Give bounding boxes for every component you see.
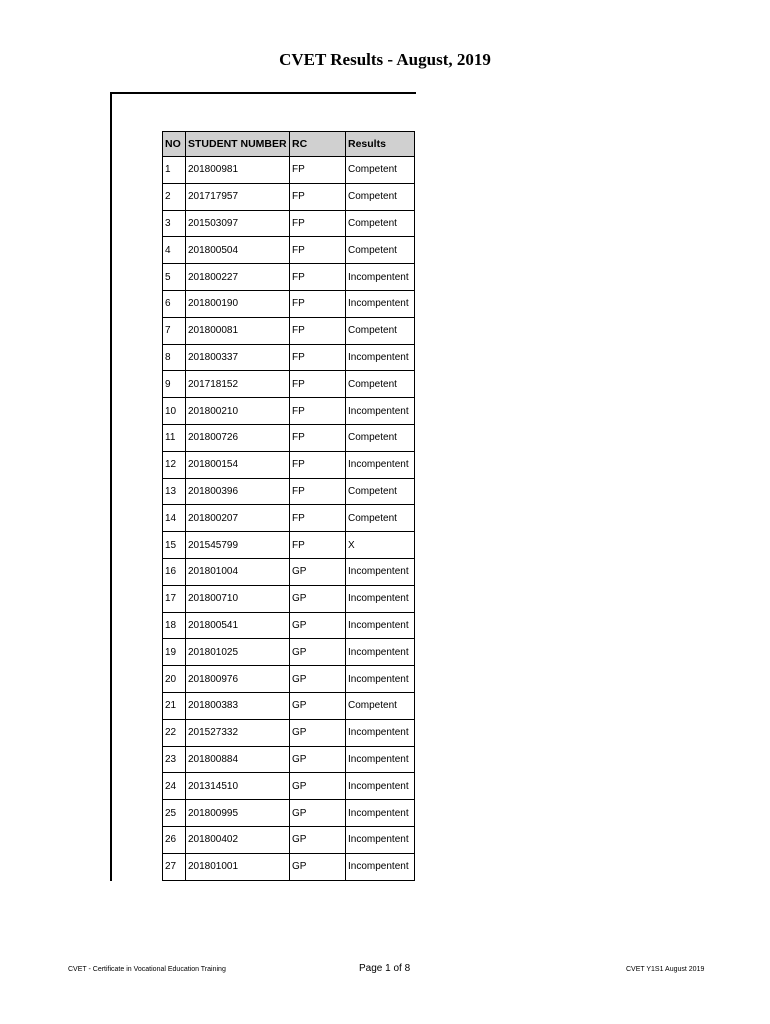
rc-cell: GP xyxy=(290,800,346,827)
rc-cell: FP xyxy=(290,532,346,559)
row-no-cell: 14 xyxy=(163,505,186,532)
student-number-cell: 201800337 xyxy=(186,344,290,371)
result-cell: Incompentent xyxy=(346,558,415,585)
row-no-cell: 27 xyxy=(163,853,186,880)
rc-cell: GP xyxy=(290,773,346,800)
table-row xyxy=(163,451,415,478)
row-no-cell: 12 xyxy=(163,451,186,478)
row-no-cell: 21 xyxy=(163,692,186,719)
header-student-number: STUDENT NUMBER xyxy=(186,132,290,157)
table-row xyxy=(163,532,415,559)
student-number-cell: 201800210 xyxy=(186,398,290,425)
row-no-cell: 16 xyxy=(163,558,186,585)
student-number-cell: 201800402 xyxy=(186,826,290,853)
result-cell: Incompentent xyxy=(346,639,415,666)
row-no-cell: 13 xyxy=(163,478,186,505)
table-row xyxy=(163,639,415,666)
table-row xyxy=(163,746,415,773)
rc-cell: FP xyxy=(290,451,346,478)
student-number-cell: 201800190 xyxy=(186,290,290,317)
rc-cell: FP xyxy=(290,237,346,264)
result-cell: Competent xyxy=(346,210,415,237)
result-cell: Incompentent xyxy=(346,612,415,639)
row-no-cell: 2 xyxy=(163,183,186,210)
row-no-cell: 6 xyxy=(163,290,186,317)
footer-right: CVET Y1S1 August 2019 xyxy=(626,966,705,973)
frame-left-border xyxy=(110,92,112,881)
result-cell: Competent xyxy=(346,478,415,505)
result-cell: Competent xyxy=(346,424,415,451)
result-cell: Incompentent xyxy=(346,585,415,612)
rc-cell: FP xyxy=(290,290,346,317)
student-number-cell: 201314510 xyxy=(186,773,290,800)
page-number: Page 1 of 8 xyxy=(359,963,411,974)
rc-cell: GP xyxy=(290,853,346,880)
result-cell: Incompentent xyxy=(346,264,415,291)
result-cell: Incompentent xyxy=(346,826,415,853)
student-number-cell: 201800396 xyxy=(186,478,290,505)
footer-left: CVET - Certificate in Vocational Education Training xyxy=(68,966,226,973)
result-cell: Incompentent xyxy=(346,719,415,746)
table-row xyxy=(163,853,415,880)
results-body xyxy=(163,157,415,881)
student-number-cell: 201800541 xyxy=(186,612,290,639)
student-number-cell: 201800504 xyxy=(186,237,290,264)
rc-cell: FP xyxy=(290,505,346,532)
row-no-cell: 15 xyxy=(163,532,186,559)
table-row xyxy=(163,183,415,210)
row-no-cell: 1 xyxy=(163,157,186,184)
row-no-cell: 9 xyxy=(163,371,186,398)
table-row xyxy=(163,773,415,800)
student-number-cell: 201800207 xyxy=(186,505,290,532)
table-row xyxy=(163,692,415,719)
student-number-cell: 201801001 xyxy=(186,853,290,880)
table-row xyxy=(163,478,415,505)
header-rc: RC xyxy=(290,132,346,157)
result-cell: Incompentent xyxy=(346,290,415,317)
result-cell: Competent xyxy=(346,371,415,398)
table-row xyxy=(163,558,415,585)
result-cell: Incompentent xyxy=(346,853,415,880)
student-number-cell: 201801025 xyxy=(186,639,290,666)
rc-cell: GP xyxy=(290,585,346,612)
rc-cell: GP xyxy=(290,692,346,719)
student-number-cell: 201800383 xyxy=(186,692,290,719)
result-cell: Incompentent xyxy=(346,746,415,773)
row-no-cell: 24 xyxy=(163,773,186,800)
rc-cell: GP xyxy=(290,666,346,693)
result-cell: Incompentent xyxy=(346,451,415,478)
student-number-cell: 201801004 xyxy=(186,558,290,585)
result-cell: Competent xyxy=(346,505,415,532)
row-no-cell: 17 xyxy=(163,585,186,612)
table-row xyxy=(163,826,415,853)
student-number-cell: 201800884 xyxy=(186,746,290,773)
row-no-cell: 8 xyxy=(163,344,186,371)
student-number-cell: 201503097 xyxy=(186,210,290,237)
rc-cell: FP xyxy=(290,264,346,291)
row-no-cell: 19 xyxy=(163,639,186,666)
rc-cell: GP xyxy=(290,826,346,853)
table-row xyxy=(163,210,415,237)
student-number-cell: 201545799 xyxy=(186,532,290,559)
rc-cell: GP xyxy=(290,639,346,666)
rc-cell: FP xyxy=(290,344,346,371)
rc-cell: FP xyxy=(290,317,346,344)
result-cell: Incompentent xyxy=(346,800,415,827)
result-cell: Competent xyxy=(346,237,415,264)
row-no-cell: 4 xyxy=(163,237,186,264)
rc-cell: GP xyxy=(290,719,346,746)
table-row xyxy=(163,157,415,184)
table-row xyxy=(163,585,415,612)
result-cell: Incompentent xyxy=(346,666,415,693)
row-no-cell: 18 xyxy=(163,612,186,639)
table-row xyxy=(163,666,415,693)
student-number-cell: 201717957 xyxy=(186,183,290,210)
rc-cell: FP xyxy=(290,157,346,184)
rc-cell: FP xyxy=(290,371,346,398)
table-row xyxy=(163,371,415,398)
table-row xyxy=(163,317,415,344)
rc-cell: GP xyxy=(290,558,346,585)
row-no-cell: 20 xyxy=(163,666,186,693)
result-cell: X xyxy=(346,532,415,559)
row-no-cell: 11 xyxy=(163,424,186,451)
student-number-cell: 201800995 xyxy=(186,800,290,827)
results-table xyxy=(162,131,415,881)
result-cell: Competent xyxy=(346,317,415,344)
table-row xyxy=(163,264,415,291)
result-cell: Competent xyxy=(346,692,415,719)
page-title: CVET Results - August, 2019 xyxy=(279,50,491,69)
result-cell: Competent xyxy=(346,157,415,184)
table-row xyxy=(163,612,415,639)
rc-cell: FP xyxy=(290,478,346,505)
rc-cell: FP xyxy=(290,183,346,210)
student-number-cell: 201527332 xyxy=(186,719,290,746)
student-number-cell: 201800154 xyxy=(186,451,290,478)
student-number-cell: 201800710 xyxy=(186,585,290,612)
table-row xyxy=(163,719,415,746)
header-no: NO xyxy=(163,132,186,157)
table-header-row xyxy=(163,132,415,157)
header-results: Results xyxy=(346,132,415,157)
table-row xyxy=(163,424,415,451)
table-row xyxy=(163,290,415,317)
row-no-cell: 7 xyxy=(163,317,186,344)
rc-cell: GP xyxy=(290,746,346,773)
student-number-cell: 201718152 xyxy=(186,371,290,398)
row-no-cell: 23 xyxy=(163,746,186,773)
student-number-cell: 201800726 xyxy=(186,424,290,451)
student-number-cell: 201800227 xyxy=(186,264,290,291)
result-cell: Incompentent xyxy=(346,344,415,371)
row-no-cell: 26 xyxy=(163,826,186,853)
table-row xyxy=(163,344,415,371)
rc-cell: FP xyxy=(290,210,346,237)
student-number-cell: 201800081 xyxy=(186,317,290,344)
student-number-cell: 201800981 xyxy=(186,157,290,184)
table-row xyxy=(163,398,415,425)
student-number-cell: 201800976 xyxy=(186,666,290,693)
row-no-cell: 25 xyxy=(163,800,186,827)
table-row xyxy=(163,800,415,827)
row-no-cell: 22 xyxy=(163,719,186,746)
result-cell: Incompentent xyxy=(346,398,415,425)
rc-cell: FP xyxy=(290,398,346,425)
result-cell: Competent xyxy=(346,183,415,210)
rc-cell: GP xyxy=(290,612,346,639)
row-no-cell: 5 xyxy=(163,264,186,291)
row-no-cell: 10 xyxy=(163,398,186,425)
table-row xyxy=(163,505,415,532)
row-no-cell: 3 xyxy=(163,210,186,237)
rc-cell: FP xyxy=(290,424,346,451)
frame-top-border xyxy=(110,92,416,94)
table-row xyxy=(163,237,415,264)
result-cell: Incompentent xyxy=(346,773,415,800)
